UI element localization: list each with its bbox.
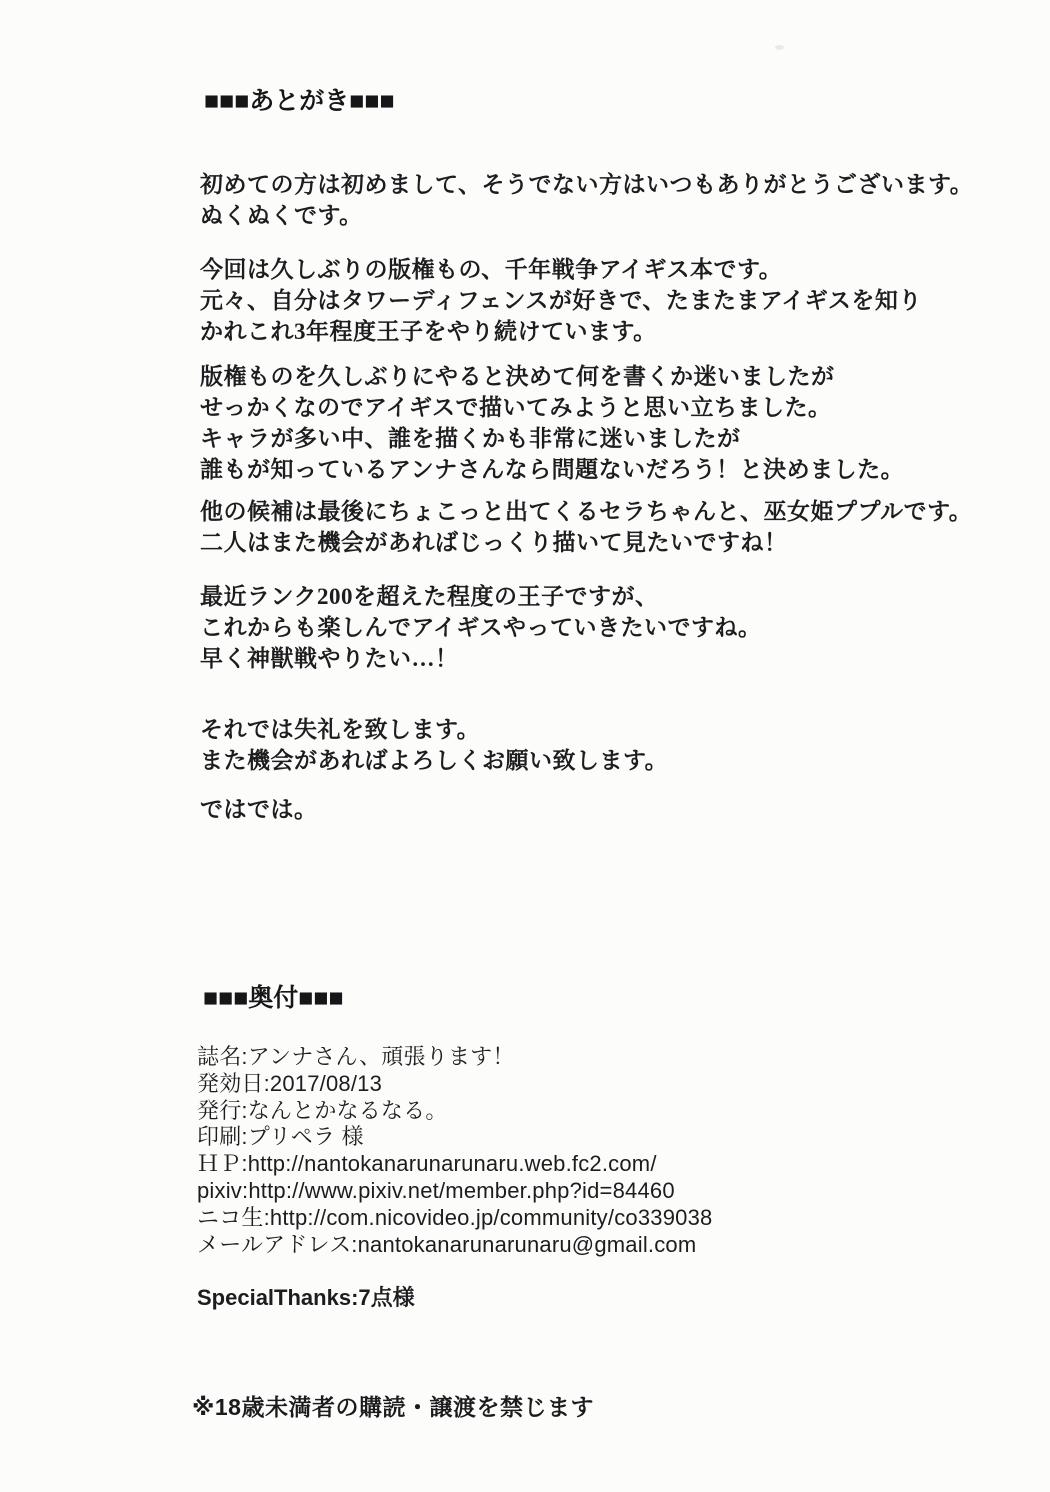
afterword-line: ぬくぬくです。 — [200, 203, 363, 228]
afterword-line: 早く神獣戦やりたい…！ — [200, 646, 459, 671]
afterword-line: 初めての方は初めまして、そうでない方はいつもありがとうございます。 — [200, 172, 974, 197]
afterword-line: せっかくなのでアイギスで描いてみようと思い立ちました。 — [200, 395, 832, 420]
afterword-line: キャラが多い中、誰を描くかも非常に迷いましたが — [200, 426, 741, 451]
afterword-line: かれこれ3年程度王子をやり続けています。 — [200, 319, 657, 344]
afterword-line: 元々、自分はタワーディフェンスが好きで、たまたまアイギスを知り — [200, 288, 922, 313]
colophon-line-email: メールアドレス:nantokanarunarunaru@gmail.com — [197, 1231, 697, 1257]
afterword-line: 版権ものを久しぶりにやると決めて何を書くか迷いましたが — [200, 364, 835, 389]
afterword-paragraph-5 — [200, 581, 761, 674]
afterword-line: 誰もが知っているアンナさんなら問題ないだろう！と決めました。 — [200, 457, 905, 482]
afterword-line: ではでは。 — [200, 797, 318, 822]
afterword-line: 他の候補は最後にちょこっと出てくるセラちゃんと、巫女姫ププルです。 — [200, 499, 973, 524]
age-restriction-notice: ※18歳未満者の購読・譲渡を禁じます — [192, 1394, 594, 1420]
afterword-paragraph-7 — [200, 794, 318, 825]
afterword-line: これからも楽しんでアイギスやっていきたいですね。 — [200, 615, 762, 640]
afterword-line: それでは失礼を致します。 — [200, 717, 481, 742]
afterword-paragraph-2 — [200, 254, 922, 347]
afterword-line: 二人はまた機会があればじっくり描いて見たいですね！ — [200, 530, 788, 555]
afterword-paragraph-6 — [200, 714, 668, 776]
colophon-line-title: 誌名:アンナさん、頑張ります！ — [197, 1044, 515, 1069]
colophon-line-printer: 印刷:プリペラ 様 — [197, 1124, 364, 1150]
afterword-paragraph-3 — [200, 361, 904, 485]
colophon-line-date: 発効日:2017/08/13 — [197, 1070, 383, 1096]
colophon-line-homepage-url: ＨＰ:http://nantokanarunarunaru.web.fc2.com/ — [197, 1151, 657, 1177]
afterword-line: また機会があればよろしくお願い致します。 — [200, 748, 669, 773]
colophon-block — [197, 1044, 712, 1258]
afterword-line: 今回は久しぶりの版権もの、千年戦争アイギス本です。 — [200, 257, 783, 282]
scan-artifact-dot — [775, 45, 784, 50]
colophon-line-pixiv-url: pixiv:http://www.pixiv.net/member.php?id=84460 — [197, 1177, 675, 1203]
colophon-heading: ■■■奥付■■■ — [203, 985, 344, 1012]
afterword-heading: ■■■あとがき■■■ — [204, 88, 395, 115]
afterword-line: 最近ランク200を超えた程度の王子ですが、 — [200, 584, 659, 609]
colophon-line-publisher: 発行:なんとかなるなる。 — [197, 1097, 448, 1123]
special-thanks-line: SpecialThanks:7点様 — [197, 1285, 415, 1310]
afterword-paragraph-1 — [200, 169, 973, 231]
colophon-line-niconico-url: ニコ生:http://com.nicovideo.jp/community/co339038 — [197, 1204, 713, 1230]
afterword-paragraph-4 — [200, 496, 972, 558]
